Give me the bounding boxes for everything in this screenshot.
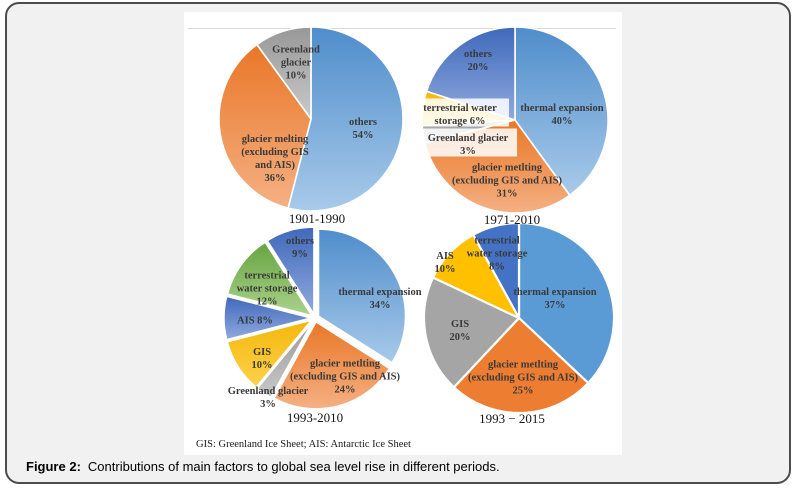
- figure-card: [5, 2, 791, 484]
- svg-text:thermal expansion34%: thermal expansion 34%: [338, 287, 422, 311]
- pie-chart-1993-2010: [210, 213, 420, 423]
- svg-text:others9%: others 9%: [286, 236, 314, 260]
- pie-chart-1993-2015: [414, 213, 624, 423]
- svg-text:GIS20%: GIS 20%: [449, 319, 471, 343]
- svg-text:AIS10%: AIS 10%: [434, 251, 456, 275]
- svg-text:terrestrialwater storage8%: terrestrial water storage 8%: [466, 235, 528, 273]
- figure-caption-label: Figure 2:: [26, 459, 81, 474]
- svg-text:thermal expansion37%: thermal expansion 37%: [513, 287, 597, 311]
- svg-text:Greenland glacier3%: Greenland glacier 3%: [227, 386, 309, 410]
- svg-text:others54%: others 54%: [349, 117, 377, 141]
- figure-panel: [184, 12, 622, 455]
- figure-caption-text: Contributions of main factors to global sea level rise in different periods.: [87, 459, 500, 474]
- period-label-1971-2010: 1971-2010: [483, 212, 541, 227]
- svg-text:others20%: others 20%: [464, 49, 492, 73]
- svg-text:terrestrialwater storage12%: terrestrial water storage 12%: [236, 270, 298, 308]
- svg-text:Greenlandglacier10%: Greenland glacier 10%: [272, 44, 320, 82]
- svg-text:GIS10%: GIS 10%: [251, 347, 273, 371]
- svg-text:terrestrial waterstorage 6%: terrestrial water storage 6%: [423, 103, 497, 127]
- period-label-1993-2010: 1993-2010: [286, 410, 344, 425]
- period-label-1993-2015: 1993 − 2015: [479, 411, 545, 426]
- svg-text:Greenland glacier3%: Greenland glacier 3%: [427, 133, 509, 157]
- svg-text:glacier metlting(excluding GIS: glacier metlting (excluding GIS and AIS) 31%: [452, 162, 562, 200]
- period-label-1901-1990: 1901-1990: [288, 211, 346, 226]
- svg-text:glacier melting(excluding GISa: glacier melting (excluding GIS and AIS) 36%: [241, 134, 309, 184]
- pie-chart-1901-1990: [206, 14, 416, 224]
- svg-text:glacier metlting(excluding GIS: glacier metlting (excluding GIS and AIS) 25%: [468, 359, 578, 397]
- abbreviation-footnote: GIS: Greenland Ice Sheet; AIS: Antarctic Ice Sheet: [196, 439, 411, 450]
- pie-chart-1971-2010: [410, 15, 620, 225]
- svg-text:AIS 8%: AIS 8%: [237, 315, 273, 327]
- figure-caption: [26, 459, 774, 474]
- svg-text:glacier metlting(excluding GIS: glacier metlting (excluding GIS and AIS) 24%: [290, 358, 400, 396]
- svg-text:thermal expansion40%: thermal expansion 40%: [520, 103, 604, 127]
